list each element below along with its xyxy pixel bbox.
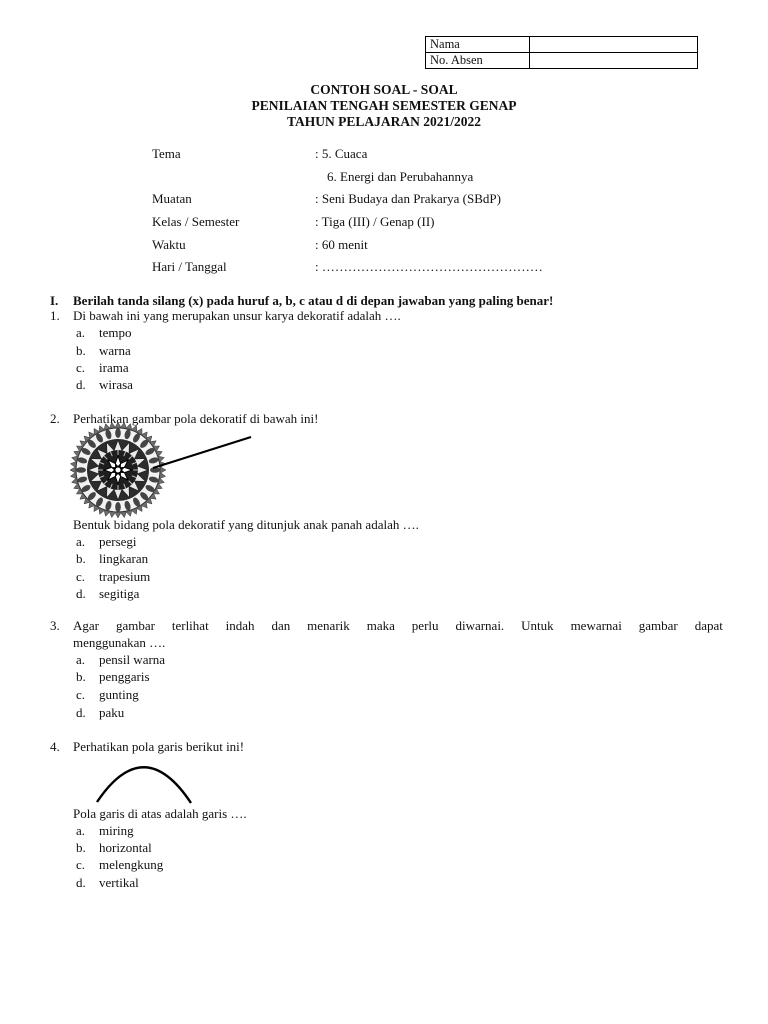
q2-number: 2. xyxy=(50,411,60,426)
muatan-label: Muatan xyxy=(152,191,192,206)
q1-option-d-letter[interactable]: d. xyxy=(76,377,86,392)
tema-value-1: : 5. Cuaca xyxy=(315,146,368,161)
kelas-value: : Tiga (III) / Genap (II) xyxy=(315,214,435,229)
title-line-1: CONTOH SOAL - SOAL xyxy=(310,82,458,97)
q1-number: 1. xyxy=(50,308,60,323)
title-line-3: TAHUN PELAJARAN 2021/2022 xyxy=(286,114,481,129)
tema-label: Tema xyxy=(152,146,181,161)
q3-word: gambar xyxy=(638,618,678,633)
q4-option-c-letter[interactable]: c. xyxy=(76,857,86,872)
hari-value: : …………………………………………… xyxy=(315,259,543,274)
q4-option-c-text: melengkung xyxy=(99,857,164,872)
q2-option-c-letter[interactable]: c. xyxy=(76,569,86,584)
q1-option-c-text: irama xyxy=(99,360,129,375)
q1-option-a-letter[interactable]: a. xyxy=(76,325,86,340)
q4-text: Perhatikan pola garis berikut ini! xyxy=(73,739,245,754)
q3-text-line-2: menggunakan …. xyxy=(73,635,166,650)
q3-word: dan xyxy=(271,618,291,633)
q1-option-b-text: warna xyxy=(99,343,131,358)
q3-word: gambar xyxy=(115,618,155,633)
name-label: Nama xyxy=(426,37,530,53)
q3-word: mewarnai xyxy=(570,618,622,633)
tema-value-2: 6. Energi dan Perubahannya xyxy=(327,169,474,184)
q3-word: menarik xyxy=(307,618,350,633)
section-number: I. xyxy=(50,293,59,308)
q2-followup: Bentuk bidang pola dekoratif yang ditunjuk anak panah adalah …. xyxy=(73,517,419,532)
q3-word: maka xyxy=(366,618,395,633)
q1-option-d-text: wirasa xyxy=(99,377,133,392)
section-instruction: Berilah tanda silang (x) pada huruf a, b, c atau d di depan jawaban yang paling benar! xyxy=(73,293,554,308)
q2-option-a-text: persegi xyxy=(99,534,137,549)
q3-option-d-text: paku xyxy=(99,705,125,720)
q1-option-c-letter[interactable]: c. xyxy=(76,360,86,375)
q3-word: perlu xyxy=(411,618,439,633)
q4-option-d-letter[interactable]: d. xyxy=(76,875,86,890)
q2-option-d-text: segitiga xyxy=(99,586,140,601)
q4-followup: Pola garis di atas adalah garis …. xyxy=(73,806,247,821)
q4-option-d-text: vertikal xyxy=(99,875,139,890)
q2-option-a-letter[interactable]: a. xyxy=(76,534,86,549)
q3-option-c-letter[interactable]: c. xyxy=(76,687,86,702)
q3-word: dapat xyxy=(694,618,723,633)
hari-label: Hari / Tanggal xyxy=(152,259,227,274)
q4-option-b-letter[interactable]: b. xyxy=(76,840,86,855)
q1-option-a-text: tempo xyxy=(99,325,132,340)
waktu-value: : 60 menit xyxy=(315,237,368,252)
q1-option-b-letter[interactable]: b. xyxy=(76,343,86,358)
title-line-2: PENILAIAN TENGAH SEMESTER GENAP xyxy=(251,98,517,113)
waktu-label: Waktu xyxy=(152,237,186,252)
q3-option-a-letter[interactable]: a. xyxy=(76,652,86,667)
q3-option-d-letter[interactable]: d. xyxy=(76,705,86,720)
q4-number: 4. xyxy=(50,739,60,754)
muatan-value: : Seni Budaya dan Prakarya (SBdP) xyxy=(315,191,501,206)
q3-word: terlihat xyxy=(171,618,209,633)
kelas-label: Kelas / Semester xyxy=(152,214,240,229)
q2-text: Perhatikan gambar pola dekoratif di bawah ini! xyxy=(73,411,319,426)
q2-option-c-text: trapesium xyxy=(99,569,151,584)
q3-option-b-text: penggaris xyxy=(99,669,150,684)
q3-option-b-letter[interactable]: b. xyxy=(76,669,86,684)
q1-text: Di bawah ini yang merupakan unsur karya dekoratif adalah …. xyxy=(73,308,401,323)
q3-option-a-text: pensil warna xyxy=(99,652,166,667)
q2-option-d-letter[interactable]: d. xyxy=(76,586,86,601)
q3-word: Agar xyxy=(73,618,99,633)
absen-label: No. Absen xyxy=(426,53,530,69)
q3-word: diwarnai. xyxy=(455,618,505,633)
q3-word: Untuk xyxy=(521,618,554,633)
q2-option-b-text: lingkaran xyxy=(99,551,149,566)
q3-option-c-text: gunting xyxy=(99,687,139,702)
q3-number: 3. xyxy=(50,618,60,633)
q4-option-a-letter[interactable]: a. xyxy=(76,823,86,838)
q3-word: indah xyxy=(225,618,255,633)
q2-option-b-letter[interactable]: b. xyxy=(76,551,86,566)
q4-option-a-text: miring xyxy=(99,823,134,838)
q4-option-b-text: horizontal xyxy=(99,840,152,855)
